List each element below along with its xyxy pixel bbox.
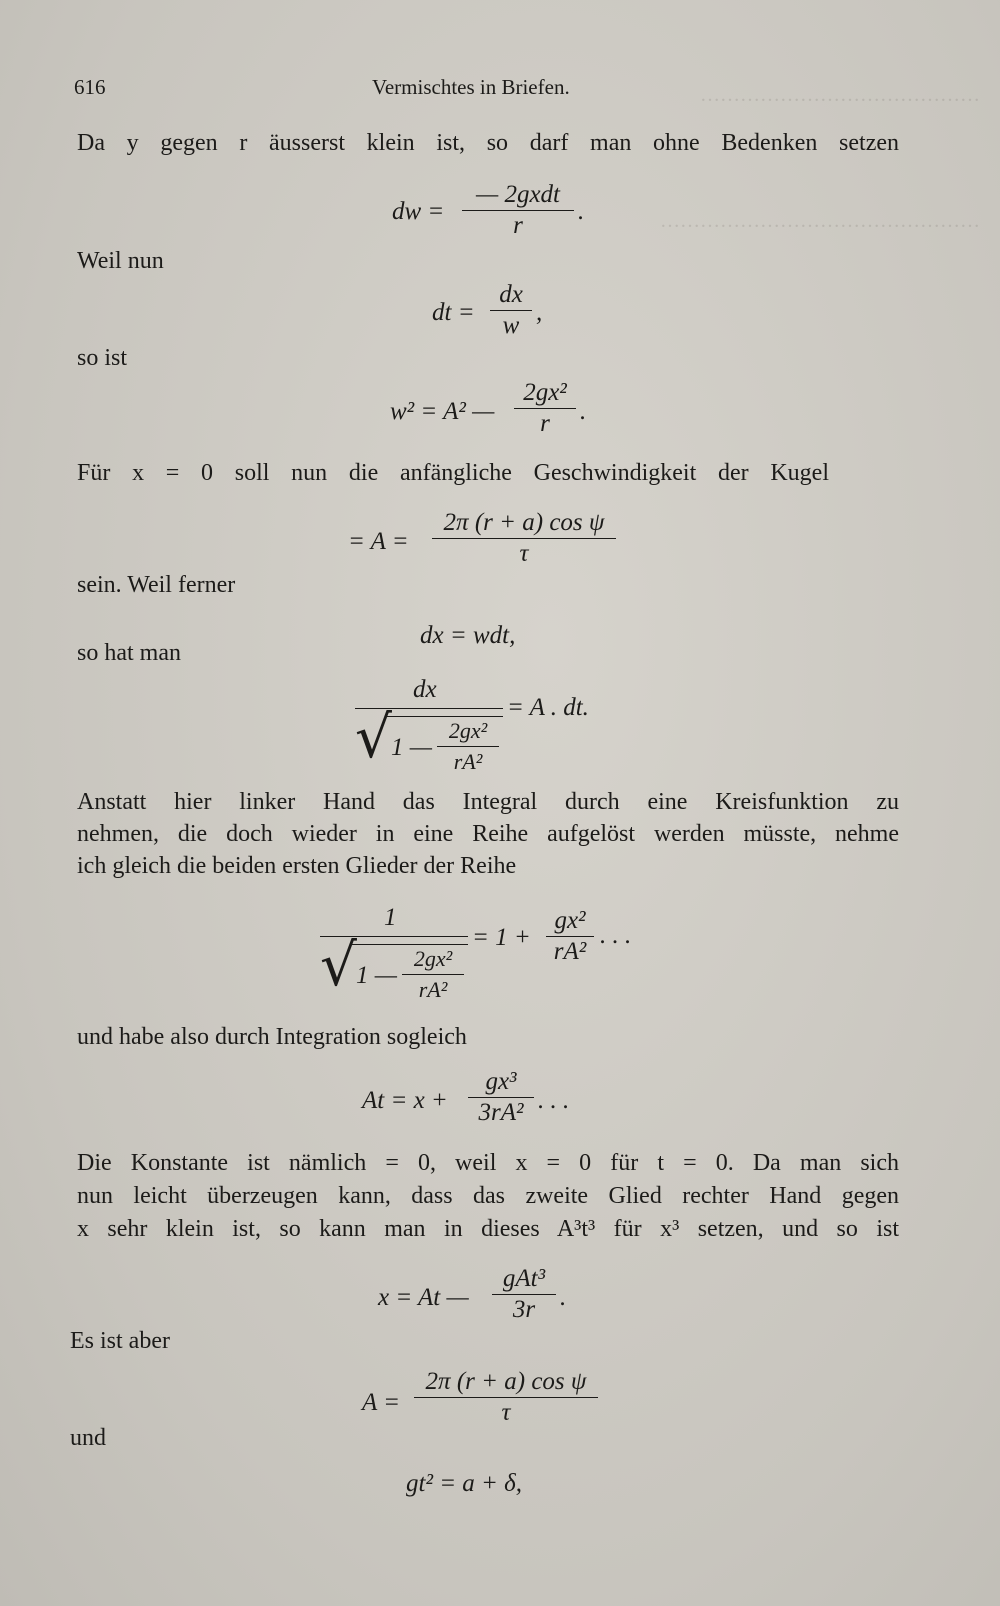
eq2-lhs: dt =: [432, 299, 475, 326]
eq2-tail: ,: [536, 299, 543, 326]
eq4-lhs: = A =: [348, 528, 409, 555]
eq10-fraction: [414, 1367, 598, 1428]
eq7-inner-lhs: 1 —: [356, 962, 397, 989]
equation-gt-squared: gt² = a + δ,: [406, 1470, 523, 1497]
eq8-fraction: [468, 1067, 534, 1128]
eq7-inner-fraction: [402, 944, 464, 1005]
eq6-sqrt-sign: √: [355, 703, 392, 771]
eq6-numerator: dx: [413, 676, 437, 703]
bleed-through-2: …………………………………………: [660, 210, 980, 232]
eq3-numerator: 2gx²: [514, 378, 576, 409]
eq2-denominator: w: [502, 312, 520, 339]
eq6-inner-fraction: [437, 716, 499, 777]
eq4-numerator: 2π (r + a) cos ψ: [432, 508, 616, 539]
eq1-denominator: r: [513, 212, 523, 239]
eq3-tail: .: [580, 398, 587, 425]
eq4-denominator: τ: [519, 540, 529, 567]
eq1-numerator: — 2gxdt: [462, 180, 574, 211]
eq9-fraction: [492, 1264, 556, 1325]
eq6-rhs: = A . dt.: [507, 694, 589, 721]
eq10-numerator: 2π (r + a) cos ψ: [414, 1367, 598, 1398]
page-number: 616: [74, 75, 106, 99]
eq7-numerator: 1: [384, 904, 397, 931]
eq3-fraction: [514, 378, 576, 439]
eq9-denominator: 3r: [512, 1296, 536, 1323]
eq7-rhs-fraction: [546, 906, 594, 967]
eq2-numerator: dx: [490, 280, 532, 311]
eq7-rhs: = 1 +: [472, 924, 531, 951]
eq10-denominator: τ: [501, 1399, 511, 1426]
text-so-hat-man: so hat man: [77, 640, 181, 666]
eq10-lhs: A =: [362, 1389, 400, 1416]
eq8-denominator: 3rA²: [478, 1099, 524, 1126]
eq6-inner-lhs: 1 —: [391, 734, 432, 761]
eq7-inner-numerator: 2gx²: [402, 944, 464, 975]
text-und: und: [70, 1425, 106, 1451]
paragraph-konstante-line-3: x sehr klein ist, so kann man in dieses A³t³ für x³ setzen, und so ist: [77, 1216, 899, 1242]
eq3-lhs: w² = A² —: [390, 398, 495, 425]
eq9-tail: .: [560, 1284, 567, 1311]
eq7-tail: . . .: [600, 922, 632, 949]
paragraph-anstatt-line-1: Anstatt hier linker Hand das Integral durch eine Kreisfunktion zu: [77, 789, 899, 815]
text-so-ist: so ist: [77, 345, 128, 371]
eq9-lhs: x = At —: [378, 1284, 469, 1311]
paragraph-konstante-line-2: nun leicht überzeugen kann, dass das zweite Glied rechter Hand gegen: [77, 1183, 899, 1209]
eq3-denominator: r: [540, 410, 550, 437]
eq9-numerator: gAt³: [492, 1264, 556, 1295]
paragraph-fuer-x: Für x = 0 soll nun die anfängliche Geschwindigkeit der Kugel: [77, 460, 829, 486]
eq1-lhs: dw =: [392, 198, 445, 225]
running-title: Vermischtes in Briefen.: [372, 75, 570, 99]
text-sein-weil-ferner: sein. Weil ferner: [77, 572, 236, 598]
eq2-fraction: [490, 280, 532, 341]
eq7-inner-denominator: rA²: [418, 977, 448, 1002]
eq7-rhs-numerator: gx²: [546, 906, 594, 937]
eq6-inner-denominator: rA²: [453, 749, 483, 774]
eq7-rhs-denominator: rA²: [553, 938, 587, 965]
paragraph-anstatt-line-3: ich gleich die beiden ersten Glieder der Reihe: [77, 853, 517, 879]
text-es-ist-aber: Es ist aber: [70, 1328, 170, 1354]
eq1-fraction: [462, 180, 574, 241]
text-und-habe-also: und habe also durch Integration sogleich: [77, 1024, 467, 1050]
paragraph-anstatt-line-2: nehmen, die doch wieder in eine Reihe aufgelöst werden müsste, nehme: [77, 821, 899, 847]
paragraph-konstante-line-1: Die Konstante ist nämlich = 0, weil x = 0 für t = 0. Da man sich: [77, 1150, 899, 1176]
eq4-fraction: [432, 508, 616, 569]
eq1-tail: .: [578, 198, 585, 225]
eq7-sqrt-sign: √: [320, 931, 357, 999]
eq6-inner-numerator: 2gx²: [437, 716, 499, 747]
equation-dx: dx = wdt,: [420, 622, 516, 649]
eq8-numerator: gx³: [468, 1067, 534, 1098]
text-weil-nun: Weil nun: [77, 248, 164, 274]
eq8-lhs: At = x +: [362, 1087, 448, 1114]
eq8-tail: . . .: [538, 1087, 570, 1114]
paragraph-intro: Da y gegen r äusserst klein ist, so darf man ohne Bedenken setzen: [77, 130, 899, 156]
bleed-through-1: ……………………………………: [700, 84, 980, 106]
